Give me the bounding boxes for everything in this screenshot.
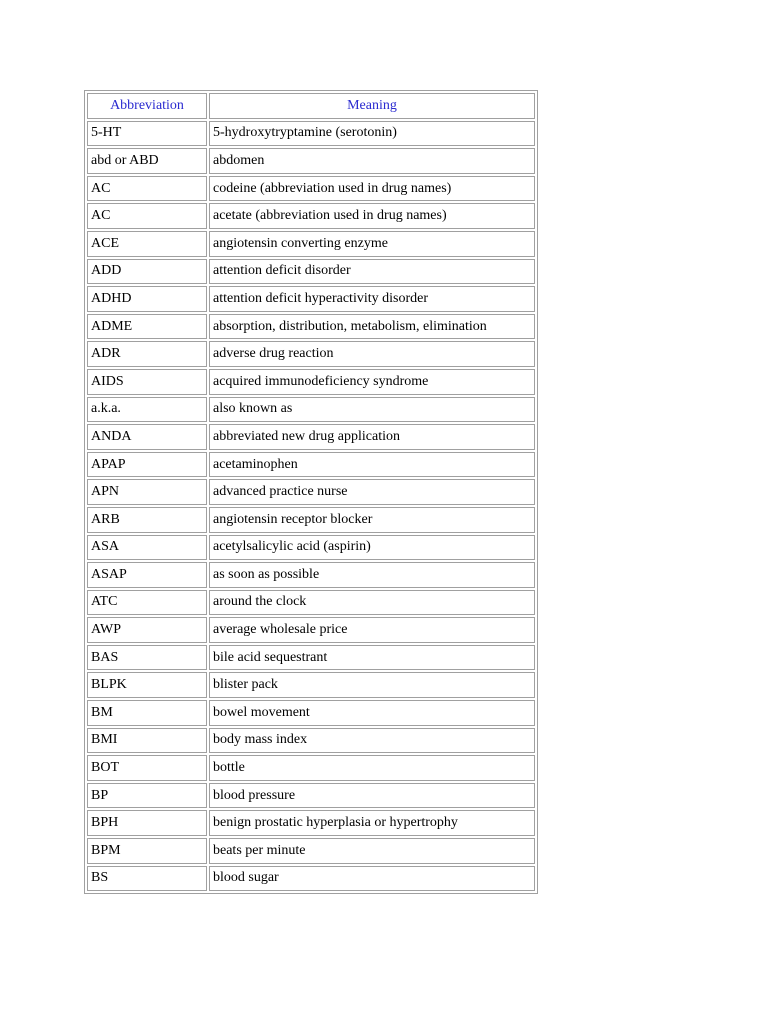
meaning-cell: abbreviated new drug application — [209, 424, 535, 450]
meaning-cell: 5-hydroxytryptamine (serotonin) — [209, 121, 535, 147]
abbreviation-cell: ADME — [87, 314, 207, 340]
abbreviation-cell: ADD — [87, 259, 207, 285]
meaning-cell: beats per minute — [209, 838, 535, 864]
abbreviation-cell: BOT — [87, 755, 207, 781]
table-row — [87, 259, 535, 285]
table-row — [87, 314, 535, 340]
table-row — [87, 397, 535, 423]
abbreviation-cell: ADHD — [87, 286, 207, 312]
table-row — [87, 755, 535, 781]
table-row — [87, 672, 535, 698]
abbreviation-cell: AIDS — [87, 369, 207, 395]
abbreviation-cell: BPH — [87, 810, 207, 836]
meaning-cell: abdomen — [209, 148, 535, 174]
abbreviation-cell: BPM — [87, 838, 207, 864]
table-row — [87, 507, 535, 533]
table-row — [87, 783, 535, 809]
meaning-cell: body mass index — [209, 728, 535, 754]
meaning-cell: around the clock — [209, 590, 535, 616]
abbreviation-cell: abd or ABD — [87, 148, 207, 174]
table-row — [87, 121, 535, 147]
meaning-cell: bottle — [209, 755, 535, 781]
meaning-cell: blood pressure — [209, 783, 535, 809]
abbreviation-cell: APN — [87, 479, 207, 505]
meaning-cell: attention deficit hyperactivity disorder — [209, 286, 535, 312]
table-row — [87, 479, 535, 505]
abbreviation-cell: ASA — [87, 535, 207, 561]
column-header-abbreviation: Abbreviation — [87, 93, 207, 119]
table-body — [87, 121, 535, 892]
abbreviation-cell: APAP — [87, 452, 207, 478]
table-row — [87, 838, 535, 864]
table-row — [87, 148, 535, 174]
meaning-cell: acquired immunodeficiency syndrome — [209, 369, 535, 395]
abbreviation-cell: ARB — [87, 507, 207, 533]
table-row — [87, 424, 535, 450]
table-row — [87, 369, 535, 395]
meaning-cell: absorption, distribution, metabolism, elimination — [209, 314, 535, 340]
abbreviation-cell: BMI — [87, 728, 207, 754]
table-row — [87, 728, 535, 754]
table-row — [87, 535, 535, 561]
abbreviation-cell: AWP — [87, 617, 207, 643]
table-row — [87, 645, 535, 671]
abbreviation-cell: BAS — [87, 645, 207, 671]
abbreviation-cell: ATC — [87, 590, 207, 616]
abbreviation-cell: BS — [87, 866, 207, 892]
table-row — [87, 286, 535, 312]
table-row — [87, 562, 535, 588]
meaning-cell: also known as — [209, 397, 535, 423]
abbreviation-cell: 5-HT — [87, 121, 207, 147]
abbreviation-cell: BLPK — [87, 672, 207, 698]
meaning-cell: angiotensin converting enzyme — [209, 231, 535, 257]
table-row — [87, 617, 535, 643]
abbreviation-cell: AC — [87, 176, 207, 202]
abbreviation-cell: ACE — [87, 231, 207, 257]
table-row — [87, 866, 535, 892]
meaning-cell: acetate (abbreviation used in drug names) — [209, 203, 535, 229]
abbreviation-cell: a.k.a. — [87, 397, 207, 423]
abbreviation-cell: BM — [87, 700, 207, 726]
header-row — [87, 93, 535, 119]
abbreviation-cell: ANDA — [87, 424, 207, 450]
table-row — [87, 590, 535, 616]
table-row — [87, 231, 535, 257]
table-header — [87, 93, 535, 119]
table-row — [87, 452, 535, 478]
table-row — [87, 700, 535, 726]
meaning-cell: advanced practice nurse — [209, 479, 535, 505]
table-row — [87, 341, 535, 367]
meaning-cell: average wholesale price — [209, 617, 535, 643]
meaning-cell: angiotensin receptor blocker — [209, 507, 535, 533]
abbreviation-cell: ASAP — [87, 562, 207, 588]
column-header-meaning: Meaning — [209, 93, 535, 119]
meaning-cell: bowel movement — [209, 700, 535, 726]
abbreviation-table — [84, 90, 538, 894]
meaning-cell: blood sugar — [209, 866, 535, 892]
meaning-cell: acetylsalicylic acid (aspirin) — [209, 535, 535, 561]
table-row — [87, 810, 535, 836]
table-row — [87, 203, 535, 229]
meaning-cell: adverse drug reaction — [209, 341, 535, 367]
meaning-cell: attention deficit disorder — [209, 259, 535, 285]
abbreviation-cell: AC — [87, 203, 207, 229]
meaning-cell: blister pack — [209, 672, 535, 698]
abbreviation-cell: BP — [87, 783, 207, 809]
meaning-cell: acetaminophen — [209, 452, 535, 478]
meaning-cell: as soon as possible — [209, 562, 535, 588]
meaning-cell: bile acid sequestrant — [209, 645, 535, 671]
table-row — [87, 176, 535, 202]
meaning-cell: benign prostatic hyperplasia or hypertrophy — [209, 810, 535, 836]
abbreviation-cell: ADR — [87, 341, 207, 367]
meaning-cell: codeine (abbreviation used in drug names) — [209, 176, 535, 202]
